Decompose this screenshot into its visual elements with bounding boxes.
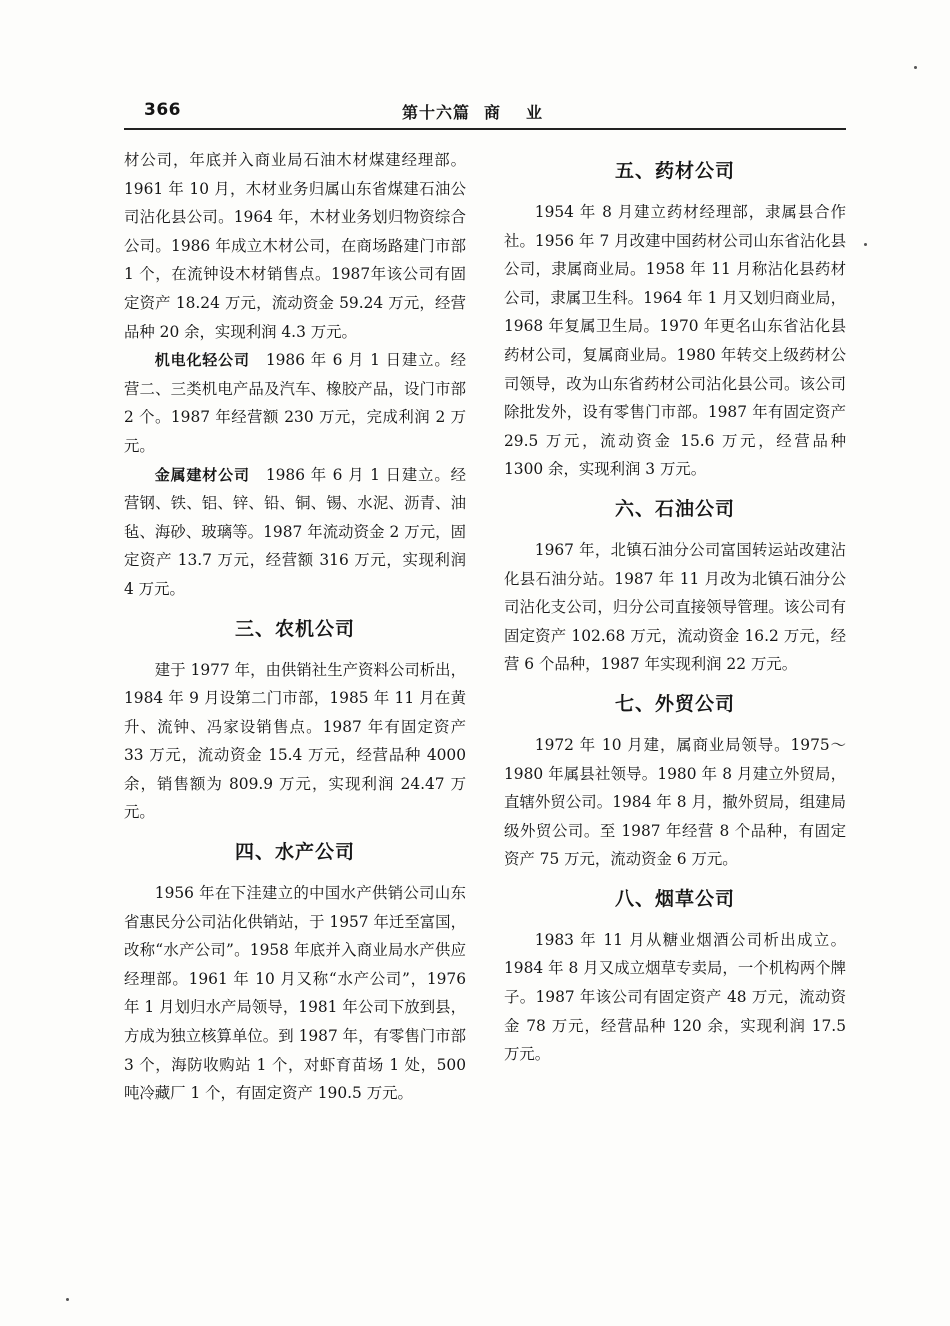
chapter-label: 第十六篇 — [401, 103, 470, 122]
paragraph-electromechanical-company — [124, 346, 466, 460]
paragraph-metal-building-company — [124, 461, 466, 604]
section-title-aquatic-products: 四、水产公司 — [234, 841, 355, 864]
run-in-heading: 金属建材公司 — [154, 465, 250, 484]
page-header — [124, 100, 846, 130]
paragraph-medicine: 1954 年 8 月建立药材经理部，隶属县合作社。1956 年 7 月改建中国药材公司山东省沾化县公司，隶属商业局。1958 年 11 月称沾化县药材公司，隶属卫生科。1964 年 1 月又划归商业局，1968 年复属卫生局。1970 年更名山东省沾化县药材公司，复属商业局。1980 年转交上级药材公司领导，改为山东省药材公司沾化县公司。该公司除批发外，设有零售门市部。1987 年有固定资产 29.5 万元，流动资金 15.6 万元，经营品种 1300 余，实现利润 3 万元。 — [504, 203, 846, 479]
section-title-agri-machinery: 三、农机公司 — [234, 617, 355, 640]
paragraph-agri-machinery: 建于 1977 年，由供销社生产资料公司析出，1984 年 9 月设第二门市部，1985 年 11 月在黄升、流钟、冯家设销售点。1987 年有固定资产 33 万元，流动资金 15.4 万元，经营品种 4000 余，销售额为 809.9 万元，实现利润 24.47 万元。 — [124, 660, 466, 822]
scan-speck — [66, 1298, 69, 1301]
paragraph-text: 1986 年 6 月 1 日建立。经营二、三类机电产品及汽车、橡胶产品，设门市部 2 个。1987 年经营额 230 万元，完成利润 2 万元。 — [124, 351, 466, 455]
paragraph-petroleum: 1967 年，北镇石油分公司富国转运站改建沾化县石油分站。1987 年 11 月改为北镇石油分公司沾化支公司，归分公司直接领导管理。该公司有固定资产 102.68 万元，流动资金 16.2 万元，经营 6 个品种，1987 年实现利润 22 万元。 — [504, 540, 846, 674]
paragraph-aquatic-products: 1956 年在下洼建立的中国水产供销公司山东省惠民分公司沾化供销站，于 1957 年迁至富国，改称“水产公司”。1958 年底并入商业局水产供应经理部。1961 年 10 月又称“水产公司”，1976 年 1 月划归水产局领导，1981 年公司下放到县，方成为独立核算单位。到 1987 年，有零售门市部 3 个，海防收购站 1 个，对虾育苗场 1 处，500 吨冷藏厂 1 个，有固定资产 190.5 万元。 — [124, 884, 466, 1103]
page-number: 366 — [144, 100, 181, 120]
section-title-medicine: 五、药材公司 — [614, 160, 735, 182]
header-rule — [124, 128, 846, 130]
right-column — [504, 146, 846, 1069]
scan-speck — [914, 66, 917, 69]
paragraph-tobacco: 1983 年 11 月从糖业烟酒公司析出成立。1984 年 8 月又成立烟草专卖局，一个机构两个牌子。1987 年该公司有固定资产 48 万元，流动资金 78 万元，经营品种 120 余，实现利润 17.5 万元。 — [504, 930, 846, 1064]
section-title-foreign-trade: 七、外贸公司 — [614, 692, 735, 715]
paragraph-wood-company-cont: 材公司，年底并入商业局石油木材煤建经理部。1961 年 10 月，木材业务归属山东省煤建石油公司沾化县公司。1964 年，木材业务划归物资综合公司。1986 年成立木材公司，在商场路建门市部 1 个，在流钟设木材销售点。1987年该公司有固定资产 18.24 万元，流动资金 59.24 万元，经营品种 20 余，实现利润 4.3 万元。 — [124, 151, 466, 341]
section-title-tobacco: 八、烟草公司 — [614, 887, 735, 910]
subject-label: 商业 — [484, 103, 569, 122]
scan-speck — [864, 243, 867, 246]
section-title-petroleum: 六、石油公司 — [614, 497, 735, 520]
paragraph-text: 1986 年 6 月 1 日建立。经营钢、铁、铝、锌、铅、铜、锡、水泥、沥青、油毡、海砂、玻璃等。1987 年流动资金 2 万元，固定资产 13.7 万元，经营额 316 万元，实现利润 4 万元。 — [124, 465, 466, 598]
left-column — [124, 146, 466, 1108]
run-in-heading: 机电化轻公司 — [154, 351, 250, 370]
running-title — [124, 100, 846, 123]
paragraph-foreign-trade: 1972 年 10 月建，属商业局领导。1975～1980 年属县社领导。1980 年 8 月建立外贸局，直辖外贸公司。1984 年 8 月，撤外贸局，组建局级外贸公司。至 1987 年经营 8 个品种，有固定资产 75 万元，流动资金 6 万元。 — [504, 735, 846, 869]
